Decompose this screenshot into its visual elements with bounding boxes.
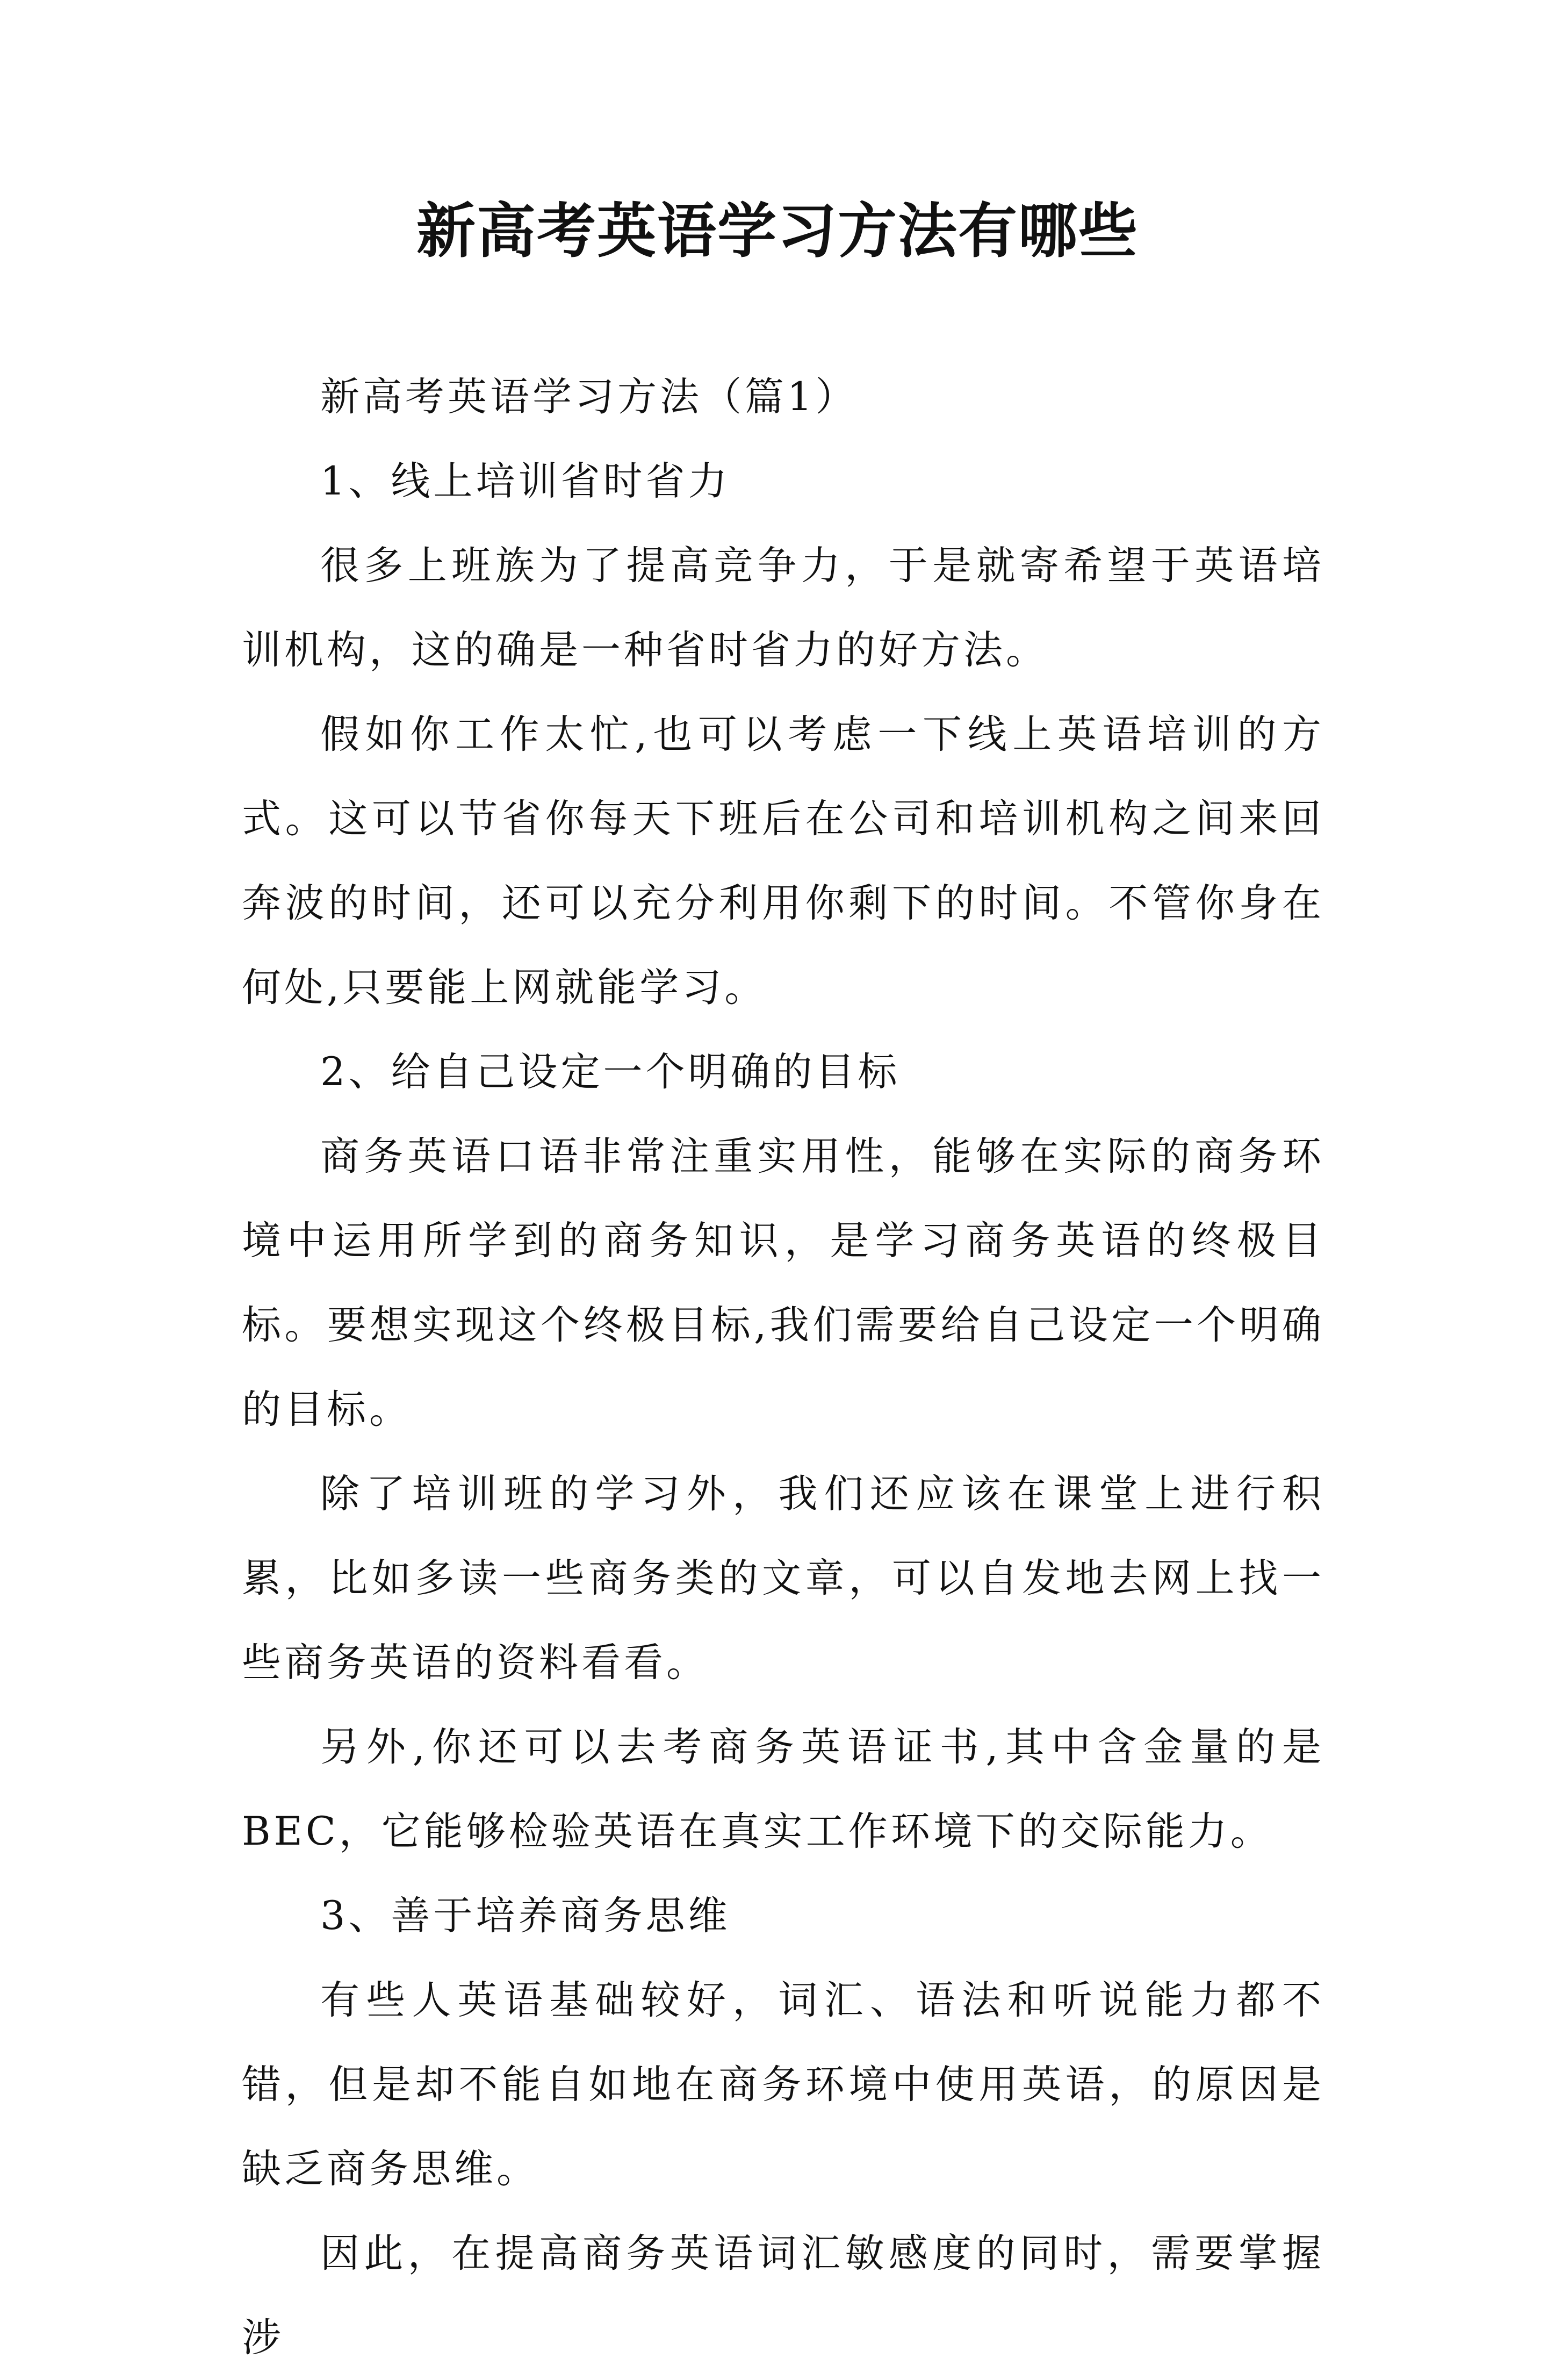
subheading-3: 3、善于培养商务思维 (320, 1893, 731, 1939)
paragraph: 商务英语口语非常注重实用性，能够在实际的商务环境中运用所学到的商务知识，是学习商务英语的终极目标。要想实现这个终极目标,我们需要给自己设定一个明确的目标。 (242, 1134, 1324, 1432)
document-title: 新高考英语学习方法有哪些 (416, 196, 1139, 266)
section-heading: 新高考英语学习方法（篇1） (320, 374, 858, 420)
paragraph: 因此，在提高商务英语词汇敏感度的同时，需要掌握涉 (242, 2231, 1324, 2361)
subheading-1: 1、线上培训省时省力 (320, 458, 731, 504)
paragraph: 除了培训班的学习外，我们还应该在课堂上进行积累，比如多读一些商务类的文章，可以自发地去网上找一些商务英语的资料看看。 (242, 1471, 1324, 1686)
paragraph: 很多上班族为了提高竞争力，于是就寄希望于英语培训机构，这的确是一种省时省力的好方法。 (242, 543, 1324, 673)
paragraph: 另外,你还可以去考商务英语证书,其中含金量的是BEC，它能够检验英语在真实工作环境下的交际能力。 (242, 1724, 1324, 1854)
paragraph: 有些人英语基础较好，词汇、语法和听说能力都不错，但是却不能自如地在商务环境中使用英语，的原因是缺乏商务思维。 (242, 1977, 1324, 2192)
subheading-2: 2、给自己设定一个明确的目标 (320, 1049, 901, 1095)
paragraph: 假如你工作太忙,也可以考虑一下线上英语培训的方式。这可以节省你每天下班后在公司和培训机构之间来回奔波的时间，还可以充分利用你剩下的时间。不管你身在何处,只要能上网就能学习。 (242, 712, 1324, 1010)
document-body (242, 355, 1324, 2380)
